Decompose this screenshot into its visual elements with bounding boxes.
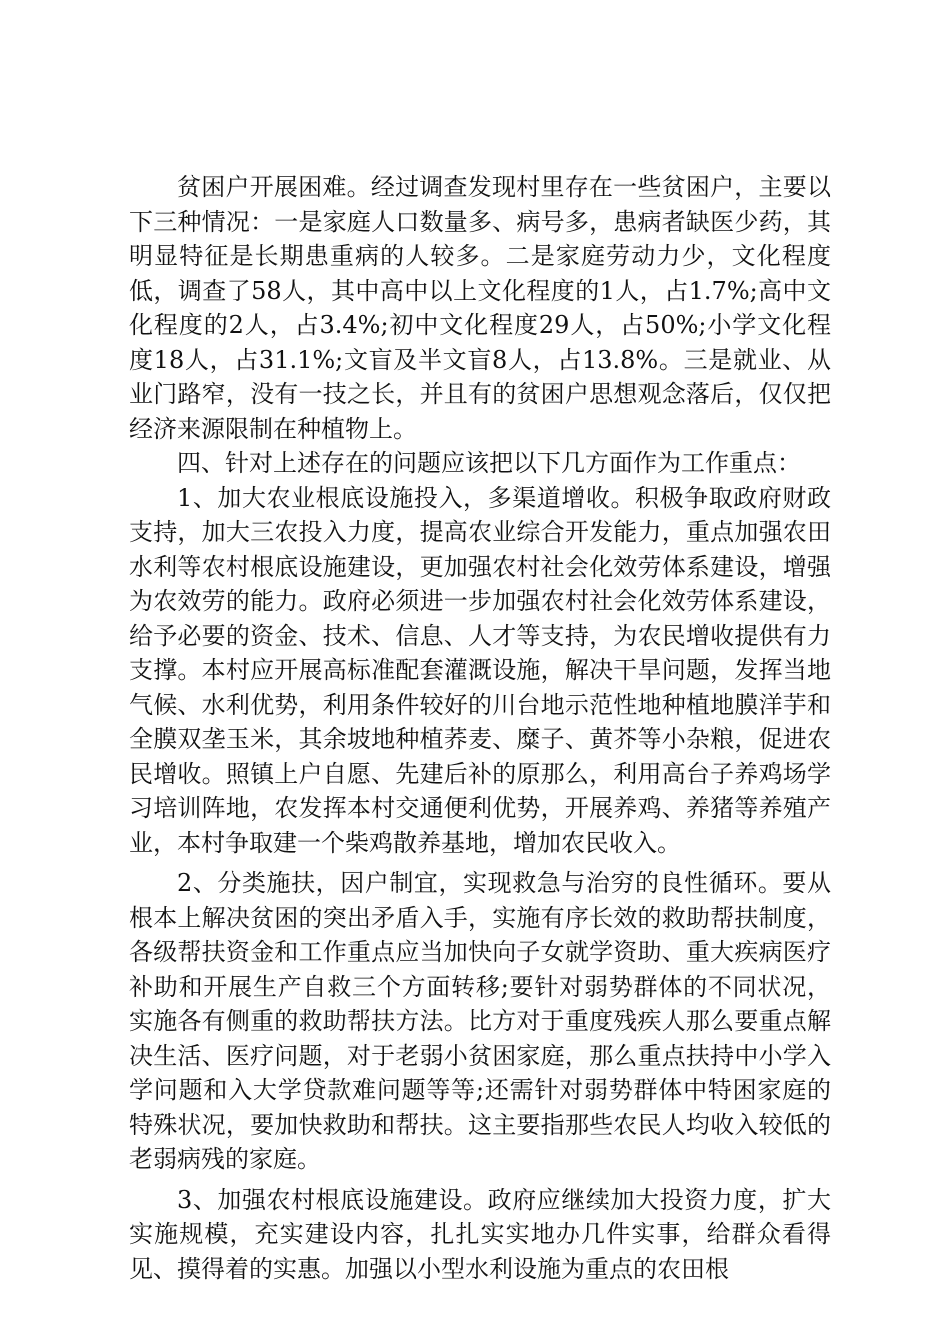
paragraph-rural-infrastructure: 3、加强农村根底设施建设。政府应继续加大投资力度，扩大实施规模，充实建设内容，扎扎实实地办几件实事，给群众看得见、摸得着的实惠。加强以小型水利设施为重点的农田根: [129, 1185, 831, 1283]
paragraph-poverty-situation: 贫困户开展困难。经过调查发现村里存在一些贫困户，主要以下三种情况：一是家庭人口数量多、病号多，患病者缺医少药，其明显特征是长期患重病的人较多。二是家庭劳动力少，文化程度低，调查了58人，其中高中以上文化程度的1人，占1.7%;高中文化程度的2人，占3.4%;初中文化程度29人，占50%;小学文化程度18人，占31.1%;文盲及半文盲8人，占13.8%。三是就业、从业门路窄，没有一技之长，并且有的贫困户思想观念落后，仅仅把经济来源限制在种植物上。: [129, 173, 831, 443]
body-text: [129, 170, 831, 1286]
paragraph-infrastructure-investment: 1、加大农业根底设施投入，多渠道增收。积极争取政府财政支持，加大三农投入力度，提高农业综合开发能力，重点加强农田水利等农村根底设施建设，更加强农村社会化效劳体系建设，增强为农效劳的能力。政府必须进一步加强农村社会化效劳体系建设，给予必要的资金、技术、信息、人才等支持，为农民增收提供有力支撑。本村应开展高标准配套灌溉设施，解决干旱问题，发挥当地气候、水利优势，利用条件较好的川台地示范性地种植地膜洋芋和全膜双垄玉米，其余坡地种植荞麦、糜子、黄芥等小杂粮，促进农民增收。照镇上户自愿、先建后补的原那么，利用高台子养鸡场学习培训阵地，农发挥本村交通便利优势，开展养鸡、养猪等养殖产业，本村争取建一个柴鸡散养基地，增加农民收入。: [129, 483, 831, 857]
paragraph-work-focus-heading: 四、针对上述存在的问题应该把以下几方面作为工作重点：: [177, 449, 801, 477]
paragraph-classified-assistance: 2、分类施扶，因户制宜，实现救急与治穷的良性循环。要从根本上解决贫困的突出矛盾入手，实施有序长效的救助帮扶制度，各级帮扶资金和工作重点应当加快向子女就学资助、重大疾病医疗补助和开展生产自救三个方面转移;要针对弱势群体的不同状况，实施各有侧重的救助帮扶方法。比方对于重度残疾人那么要重点解决生活、医疗问题，对于老弱小贫困家庭，那么重点扶持中小学入学问题和入大学贷款难问题等等;还需针对弱势群体中特困家庭的特殊状况，要加快救助和帮扶。这主要指那些农民人均收入较低的老弱病残的家庭。: [129, 869, 831, 1173]
